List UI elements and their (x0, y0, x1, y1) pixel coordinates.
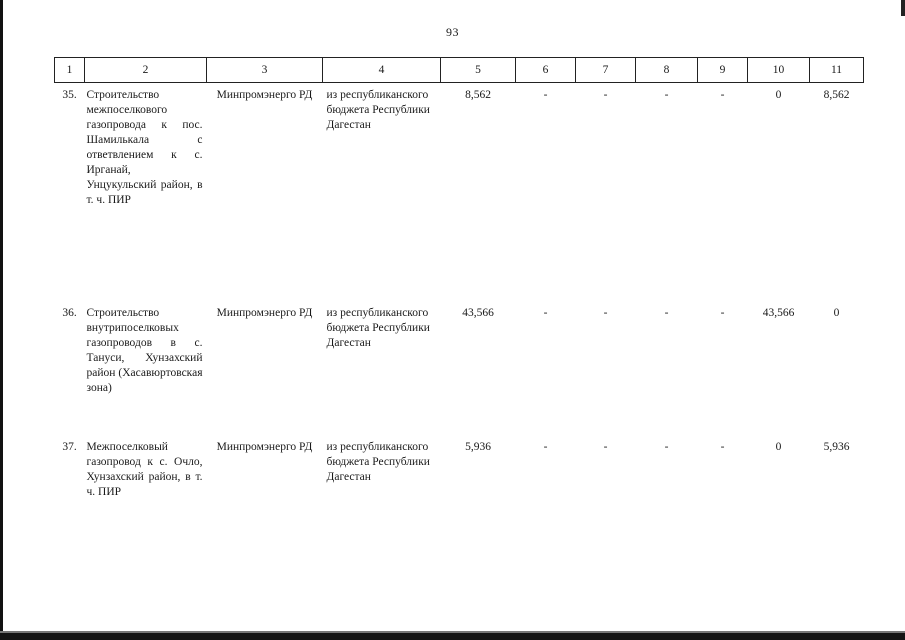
value-col-11: 5,936 (823, 441, 850, 453)
funding-source: из республиканского бюджета Республики Дагестан (326, 307, 430, 349)
table-row (55, 435, 864, 520)
header-col-11: 11 (810, 58, 864, 83)
project-name: Межпоселковый газопровод к с. Очло, Хунзахский район, в т. ч. ПИР (86, 441, 203, 498)
value-col-5: 5,936 (465, 441, 491, 453)
scan-edge-bottom (0, 633, 905, 640)
header-col-5: 5 (441, 58, 516, 83)
header-col-1: 1 (55, 58, 85, 83)
header-col-8: 8 (636, 58, 698, 83)
funding-source: из республиканского бюджета Республики Дагестан (326, 89, 430, 131)
value-col-7: - (603, 307, 608, 319)
budget-table-container (54, 57, 863, 520)
header-col-9: 9 (698, 58, 748, 83)
value-col-8: - (664, 441, 669, 453)
project-name: Строительство внутрипоселковых газопроводов в с. Тануси, Хунзахский район (Хасавюртовская зона) (86, 307, 203, 394)
value-col-6: - (543, 89, 548, 101)
header-col-10: 10 (748, 58, 810, 83)
header-col-3: 3 (207, 58, 323, 83)
row-number: 37. (62, 441, 77, 453)
value-col-7: - (603, 441, 608, 453)
table-row (55, 83, 864, 302)
header-row (55, 58, 864, 83)
budget-table (54, 57, 864, 520)
value-col-6: - (543, 441, 548, 453)
table-row (55, 301, 864, 435)
value-col-9: - (720, 307, 725, 319)
row-number: 36. (62, 307, 77, 319)
responsible-org: Минпромэнерго РД (216, 307, 313, 319)
project-name: Строительство межпоселкового газопровода к пос. Шамилькала с ответвлением к с. Ирганай, Унцукульский район, в т. ч. ПИР (86, 89, 203, 206)
value-col-7: - (603, 89, 608, 101)
responsible-org: Минпромэнерго РД (216, 89, 313, 101)
row-number: 35. (62, 89, 77, 101)
value-col-10: 0 (775, 89, 782, 101)
scan-edge-left (0, 0, 3, 640)
header-col-2: 2 (85, 58, 207, 83)
header-col-6: 6 (516, 58, 576, 83)
responsible-org: Минпромэнерго РД (216, 441, 313, 453)
value-col-5: 8,562 (465, 89, 491, 101)
header-col-7: 7 (576, 58, 636, 83)
value-col-8: - (664, 89, 669, 101)
value-col-6: - (543, 307, 548, 319)
scan-edge-top-right (901, 0, 905, 16)
value-col-9: - (720, 89, 725, 101)
header-col-4: 4 (323, 58, 441, 83)
value-col-10: 43,566 (762, 307, 795, 319)
funding-source: из республиканского бюджета Республики Дагестан (326, 441, 430, 483)
value-col-11: 8,562 (823, 89, 850, 101)
value-col-11: 0 (833, 307, 840, 319)
page-number: 93 (446, 25, 459, 39)
value-col-5: 43,566 (462, 307, 494, 319)
value-col-8: - (664, 307, 669, 319)
value-col-10: 0 (775, 441, 782, 453)
value-col-9: - (720, 441, 725, 453)
